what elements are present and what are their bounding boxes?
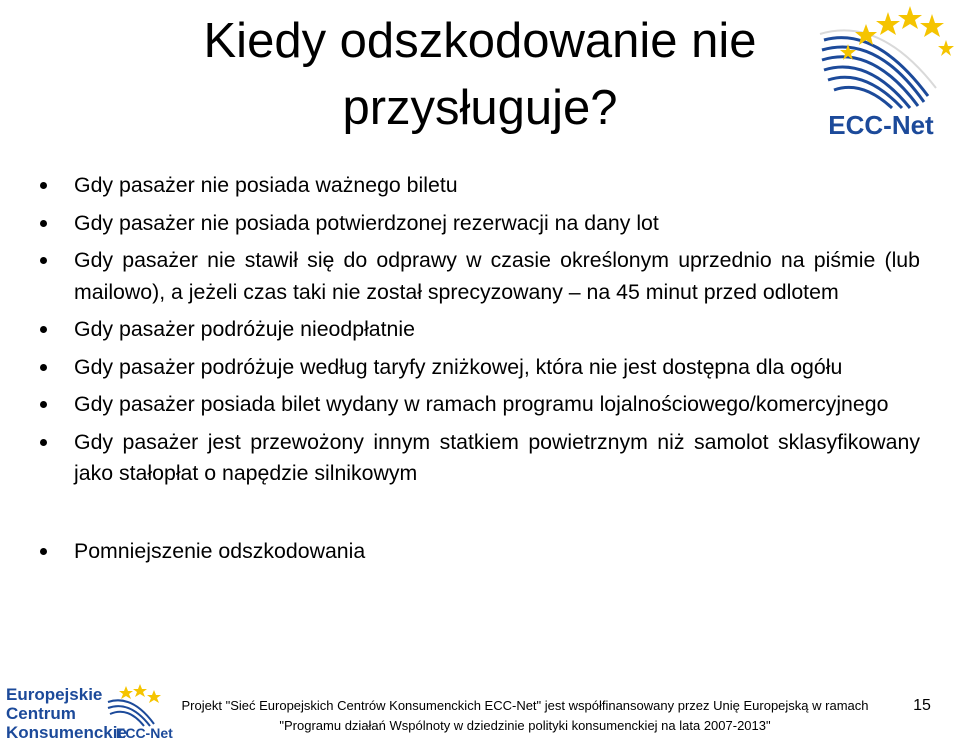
europejskie-centrum-konsumenckie-logo-icon xyxy=(4,682,173,744)
list-item: Pomniejszenie odszkodowania xyxy=(40,536,920,568)
ecc-net-logo-text: ECC-Net xyxy=(828,110,934,140)
list-item: Gdy pasażer nie posiada potwierdzonej rezerwacji na dany lot xyxy=(40,208,920,240)
list-item: Gdy pasażer jest przewożony innym statkiem powietrznym niż samolot sklasyfikowany jako stałopłat o napędzie silnikowym xyxy=(40,427,920,490)
footer-line2: "Programu działań Wspólnoty w dziedzinie polityki konsumenckiej na lata 2007-2013" xyxy=(279,718,771,733)
footer-funding-note xyxy=(180,696,870,736)
bullet-list xyxy=(40,170,920,573)
bullet-dot-icon xyxy=(40,548,47,555)
bullet-dot-icon xyxy=(40,220,47,227)
list-item: Gdy pasażer podróżuje nieodpłatnie xyxy=(40,314,920,346)
list-item: Gdy pasażer podróżuje według taryfy zniżkowej, która nie jest dostępna dla ogółu xyxy=(40,352,920,384)
bullet-dot-icon xyxy=(40,401,47,408)
footer-line1: Projekt "Sieć Europejskich Centrów Konsumenckich ECC-Net" jest współfinansowany przez Unię Europejską w ramach xyxy=(181,698,869,713)
bullet-dot-icon xyxy=(40,257,47,264)
svg-text:Konsumenckie: Konsumenckie xyxy=(6,723,127,742)
list-item: Gdy pasażer nie posiada ważnego biletu xyxy=(40,170,920,202)
svg-text:ECC-Net: ECC-Net xyxy=(116,725,173,741)
list-item: Gdy pasażer posiada bilet wydany w ramach programu lojalnościowego/komercyjnego xyxy=(40,389,920,421)
ecc-net-logo-icon xyxy=(806,4,956,144)
list-item: Gdy pasażer nie stawił się do odprawy w czasie określonym uprzednio na piśmie (lub mailowo), a jeżeli czas taki nie został sprecyzowany – na 45 minut przed odlotem xyxy=(40,245,920,308)
svg-text:Centrum: Centrum xyxy=(6,704,76,723)
slide-title xyxy=(160,8,800,142)
page-number: 15 xyxy=(913,697,931,714)
bullet-dot-icon xyxy=(40,364,47,371)
bullet-dot-icon xyxy=(40,326,47,333)
slide-title-line2: przysługuje? xyxy=(342,81,618,135)
bullet-dot-icon xyxy=(40,439,47,446)
svg-text:Europejskie: Europejskie xyxy=(6,685,103,704)
slide-title-line1: Kiedy odszkodowanie nie xyxy=(203,14,757,68)
bullet-dot-icon xyxy=(40,182,47,189)
